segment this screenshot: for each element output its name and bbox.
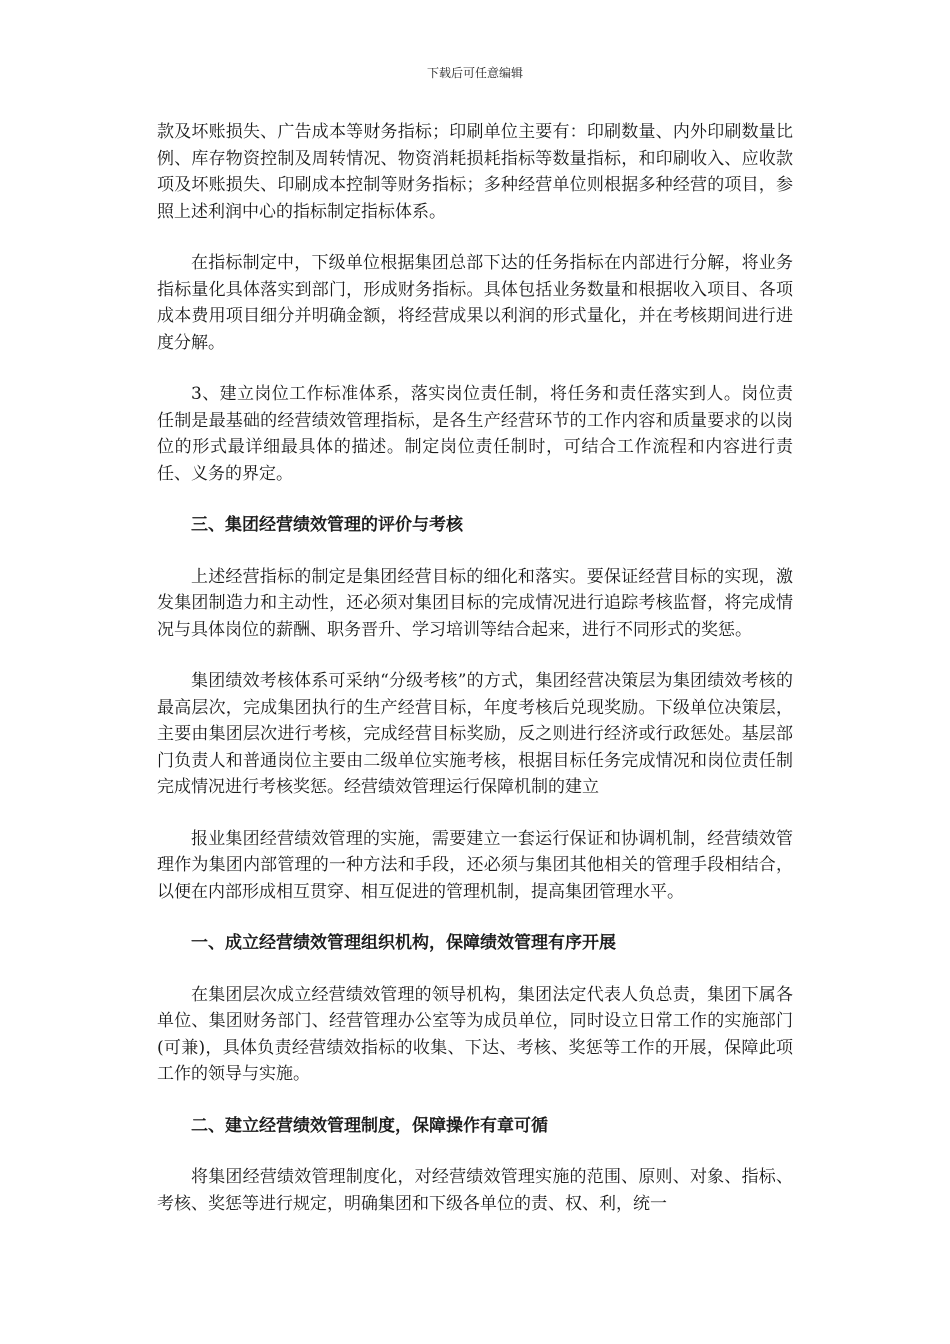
section-heading-evaluation: 三、集团经营绩效管理的评价与考核 — [191, 515, 463, 535]
paragraph-financial-indicators: 款及坏账损失、广告成本等财务指标；印刷单位主要有：印刷数量、内外印刷数量比例、库存物资控制及周转情况、物资消耗损耗指标等数量指标，和印刷收入、应收款项及坏账损失、印刷成本控制等财务指标；多种经营单位则根据多种经营的项目，参照上述利润中心的指标制定指标体系。 — [157, 122, 793, 222]
section-heading-system: 二、建立经营绩效管理制度，保障操作有章可循 — [191, 1115, 548, 1136]
paragraph-leadership-body: 在集团层次成立经营绩效管理的领导机构，集团法定代表人负总责，集团下属各单位、集团财务部门、经营管理办公室等为成员单位，同时设立日常工作的实施部门(可兼)，具体负责经营绩效指标的收集、下达、考核、奖惩等工作的开展，保障此项工作的领导与实施。 — [157, 984, 793, 1084]
paragraph-post-responsibility: 3、建立岗位工作标准体系，落实岗位责任制，将任务和责任落实到人。岗位责任制是最基础的经营绩效管理指标，是各生产经营环节的工作内容和质量要求的以岗位的形式最详细最具体的描述。制定岗位责任制时，可结合工作流程和内容进行责任、义务的界定。 — [157, 384, 793, 484]
paragraph-indicator-decomposition: 在指标制定中，下级单位根据集团总部下达的任务指标在内部进行分解，将业务指标量化具体落实到部门，形成财务指标。具体包括业务数量和根据收入项目、各项成本费用项目细分并明确金额，将经营成果以利润的形式量化，并在考核期间进行进度分解。 — [157, 253, 793, 353]
paragraph-coordination-mechanism: 报业集团经营绩效管理的实施，需要建立一套运行保证和协调机制，经营绩效管理作为集团内部管理的一种方法和手段，还必须与集团其他相关的管理手段相结合，以便在内部形成相互贯穿、相互促进的管理机制，提高集团管理水平。 — [157, 828, 793, 902]
document-body — [157, 119, 793, 1242]
section-heading-organization: 一、成立经营绩效管理组织机构，保障绩效管理有序开展 — [191, 933, 616, 953]
paragraph-graded-assessment: 集团绩效考核体系可采纳“分级考核”的方式，集团经营决策层为集团绩效考核的最高层次，完成集团执行的生产经营目标，年度考核后兑现奖励。下级单位决策层，主要由集团层次进行考核，完成经营目标奖励，反之则进行经济或行政惩处。基层部门负责人和普通岗位主要由二级单位实施考核，根据目标任务完成情况和岗位责任制完成情况进行考核奖惩。经营绩效管理运行保障机制的建立 — [157, 671, 793, 797]
paragraph-target-tracking: 上述经营指标的制定是集团经营目标的细化和落实。要保证经营目标的实现，激发集团制造力和主动性，还必须对集团目标的完成情况进行追踪考核监督，将完成情况与具体岗位的薪酬、职务晋升、学习培训等结合起来，进行不同形式的奖惩。 — [157, 566, 793, 640]
paragraph-institutionalization: 将集团经营绩效管理制度化，对经营绩效管理实施的范围、原则、对象、指标、考核、奖惩等进行规定，明确集团和下级各单位的责、权、利，统一 — [157, 1167, 793, 1214]
page-header-note: 下载后可任意编辑 — [426, 66, 523, 80]
